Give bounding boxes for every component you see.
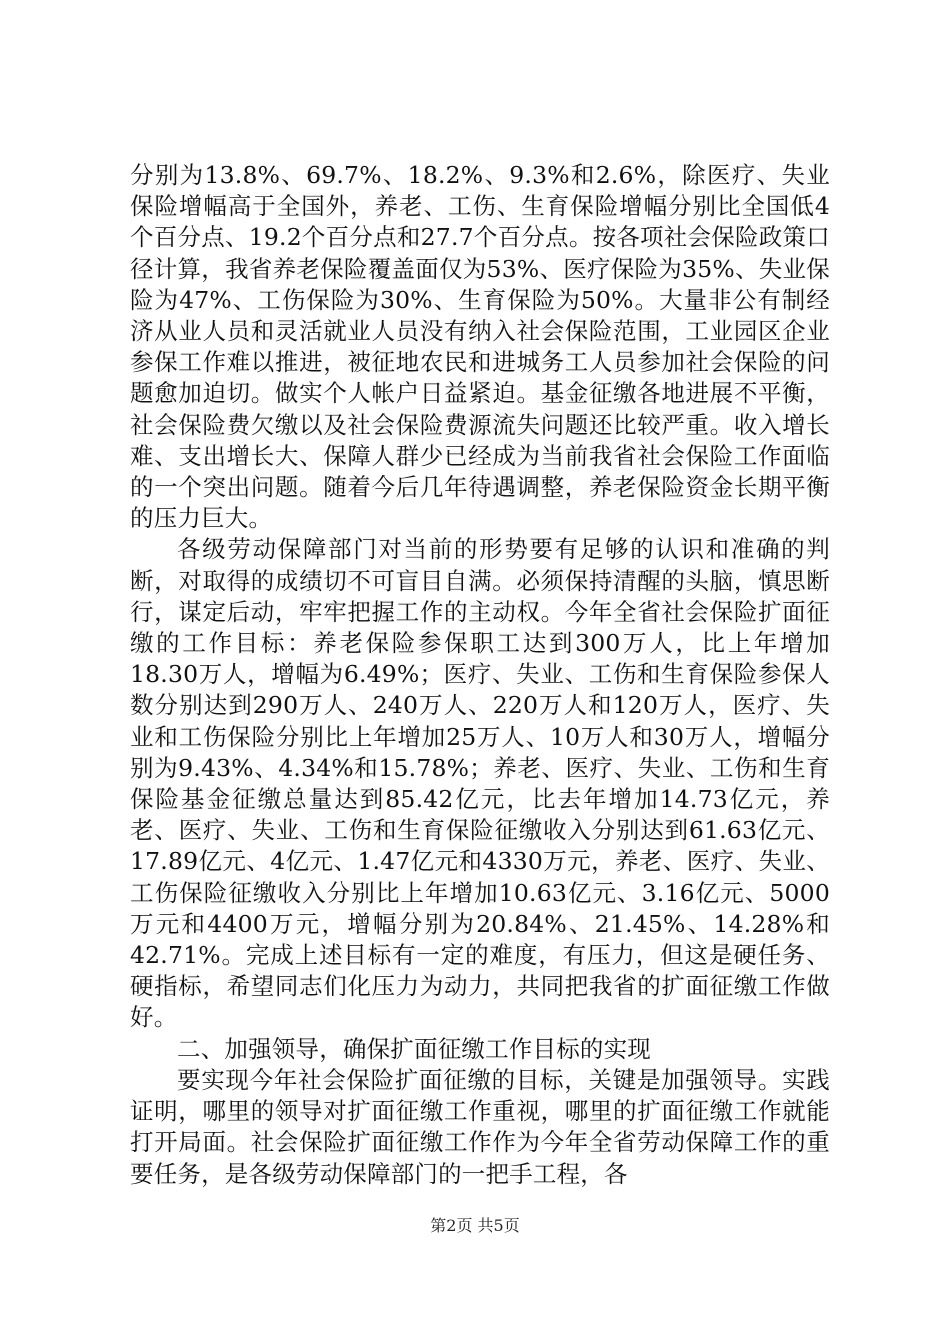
paragraph-statistics: 分别为13.8%、69.7%、18.2%、9.3%和2.6%，除医疗、失业保险增幅高于全国外，养老、工伤、生育保险增幅分别比全国低4个百分点、19.2个百分点和27.7个百分点。按各项社会保险政策口径计算，我省养老保险覆盖面仅为53%、医疗保险为35%、失业保险为47%、工伤保险为30%、生育保险为50%。大量非公有制经济从业人员和灵活就业人员没有纳入社会保险范围，工业园区企业参保工作难以推进，被征地农民和进城务工人员参加社会保险的问题愈加迫切。做实个人帐户日益紧迫。基金征缴各地进展不平衡，社会保险费欠缴以及社会保险费源流失问题还比较严重。收入增长难、支出增长大、保障人群少已经成为当前我省社会保险工作面临的一个突出问题。随着今后几年待遇调整，养老保险资金长期平衡的压力巨大。 [130,161,830,533]
paragraph-targets: 各级劳动保障部门对当前的形势要有足够的认识和准确的判断，对取得的成绩切不可盲目自满。必须保持清醒的头脑，慎思断行，谋定后动，牢牢把握工作的主动权。今年全省社会保险扩面征缴的工作目标：养老保险参保职工达到300万人，比上年增加18.30万人，增幅为6.49%；医疗、失业、工伤和生育保险参保人数分别达到290万人、240万人、220万人和120万人，医疗、失业和工伤保险分别比上年增加25万人、10万人和30万人，增幅分别为9.43%、4.34%和15.78%；养老、医疗、失业、工伤和生育保险基金征缴总量达到85.42亿元，比去年增加14.73亿元，养老、医疗、失业、工伤和生育保险征缴收入分别达到61.63亿元、17.89亿元、4亿元、1.47亿元和4330万元，养老、医疗、失业、工伤保险征缴收入分别比上年增加10.63亿元、3.16亿元、5000万元和4400万元，增幅分别为20.84%、21.45%、14.28%和42.71%。完成上述目标有一定的难度，有压力，但这是硬任务、硬指标，希望同志们化压力为动力，共同把我省的扩面征缴工作做好。 [130,535,830,1032]
paragraph-leadership: 要实现今年社会保险扩面征缴的目标，关键是加强领导。实践证明，哪里的领导对扩面征缴工作重视，哪里的扩面征缴工作就能打开局面。社会保险扩面征缴工作作为今年全省劳动保障工作的重要任务，是各级劳动保障部门的一把手工程，各 [130,1065,830,1188]
page-number-footer: 第2页 共5页 [430,1216,520,1235]
section-heading: 二、加强领导，确保扩面征缴工作目标的实现 [177,1034,651,1063]
document-body [130,160,830,1190]
